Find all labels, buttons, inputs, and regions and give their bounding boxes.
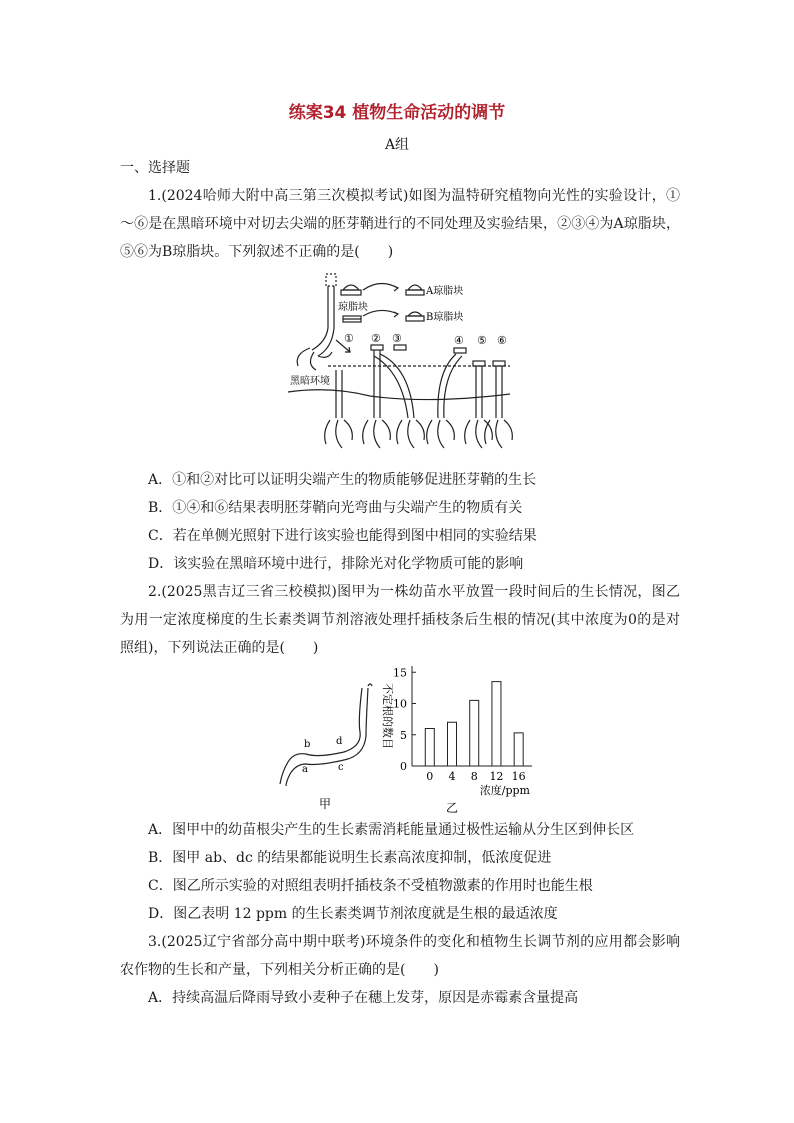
q2-figure-jia [270,680,380,810]
bar [425,729,434,767]
q2-option-b: B．图甲 ab、dc 的结果都能说明生长素高浓度抑制，低浓度促进 [148,850,552,866]
label-a: a [302,764,308,775]
y-tick-label: 0 [400,760,407,773]
a-block-label: A琼脂块 [426,286,464,297]
q1-figure [270,268,530,458]
group-heading: A组 [384,137,410,153]
x-tick-label: 4 [448,770,456,783]
y-axis-label: 不定根的数目 [381,683,394,749]
q1-stem: 1.(2024哈师大附中高三第三次模拟考试)如图为温特研究植物向光性的实验设计，①～⑥是在黑暗环境中对切去尖端的胚芽鞘进行的不同处理及实验结果，②③④为A琼脂块，⑤⑥为B琼脂块。下列叙述不正确的是( ) [120,188,680,260]
q1-option-a: A．①和②对比可以证明尖端产生的物质能够促进胚芽鞘的生长 [148,472,537,488]
x-tick-label: 12 [489,770,504,783]
y-tick-label: 15 [393,666,407,680]
label-b: b [304,739,311,750]
label-c: c [338,762,344,773]
num-1: ① [344,332,354,345]
agar-label: 琼脂块 [338,302,368,313]
x-tick-label: 16 [511,770,526,783]
bar [470,700,479,766]
num-4: ④ [454,334,464,347]
dark-label: 黑暗环境 [290,376,330,387]
bar [492,682,501,766]
num-3: ③ [392,332,402,345]
q1-option-c: C．若在单侧光照射下进行该实验也能得到图中相同的实验结果 [148,528,537,544]
q2-stem: 2.(2025黑吉辽三省三校模拟)图甲为一株幼苗水平放置一段时间后的生长情况，图乙为用一定浓度梯度的生长素类调节剂溶液处理扦插枝条后生根的情况(其中浓度为0的是对照组)，下列说法正确的是( ) [120,584,680,656]
q1-option-b: B．①④和⑥结果表明胚芽鞘向光弯曲与尖端产生的物质有关 [148,500,523,516]
q3-option-a: A．持续高温后降雨导致小麦种子在穗上发芽，原因是赤霉素含量提高 [148,990,579,1006]
y-tick-label: 5 [400,728,407,742]
q2-option-d: D．图乙表明 12 ppm 的生长素类调节剂浓度就是生根的最适浓度 [148,906,558,922]
x-tick-label: 8 [470,770,478,783]
x-tick-label: 0 [426,770,434,783]
b-block-label: B琼脂块 [426,312,464,323]
section-heading: 一、选择题 [120,160,190,176]
label-d: d [336,736,343,747]
bar [514,733,523,766]
page-title: 练案34 植物生命活动的调节 [288,103,506,123]
y-tick-label: 10 [393,697,407,711]
num-2: ② [371,332,381,345]
bar [448,722,457,766]
q2-chart-yi [370,660,550,815]
caption-yi: 乙 [445,801,459,815]
q2-option-c: C．图乙所示实验的对照组表明扦插枝条不受植物激素的作用时也能生根 [148,878,593,894]
q3-stem: 3.(2025辽宁省部分高中期中联考)环境条件的变化和植物生长调节剂的应用都会影响农作物的生长和产量，下列相关分析正确的是( ) [120,934,680,978]
caption-jia: 甲 [318,797,332,810]
q1-option-d: D．该实验在黑暗环境中进行，排除光对化学物质可能的影响 [148,556,524,572]
x-axis-label: 浓度/ppm [479,784,530,797]
num-6: ⑥ [497,334,507,347]
num-5: ⑤ [477,334,487,347]
q2-option-a: A．图甲中的幼苗根尖产生的生长素需消耗能量通过极性运输从分生区到伸长区 [148,822,635,838]
